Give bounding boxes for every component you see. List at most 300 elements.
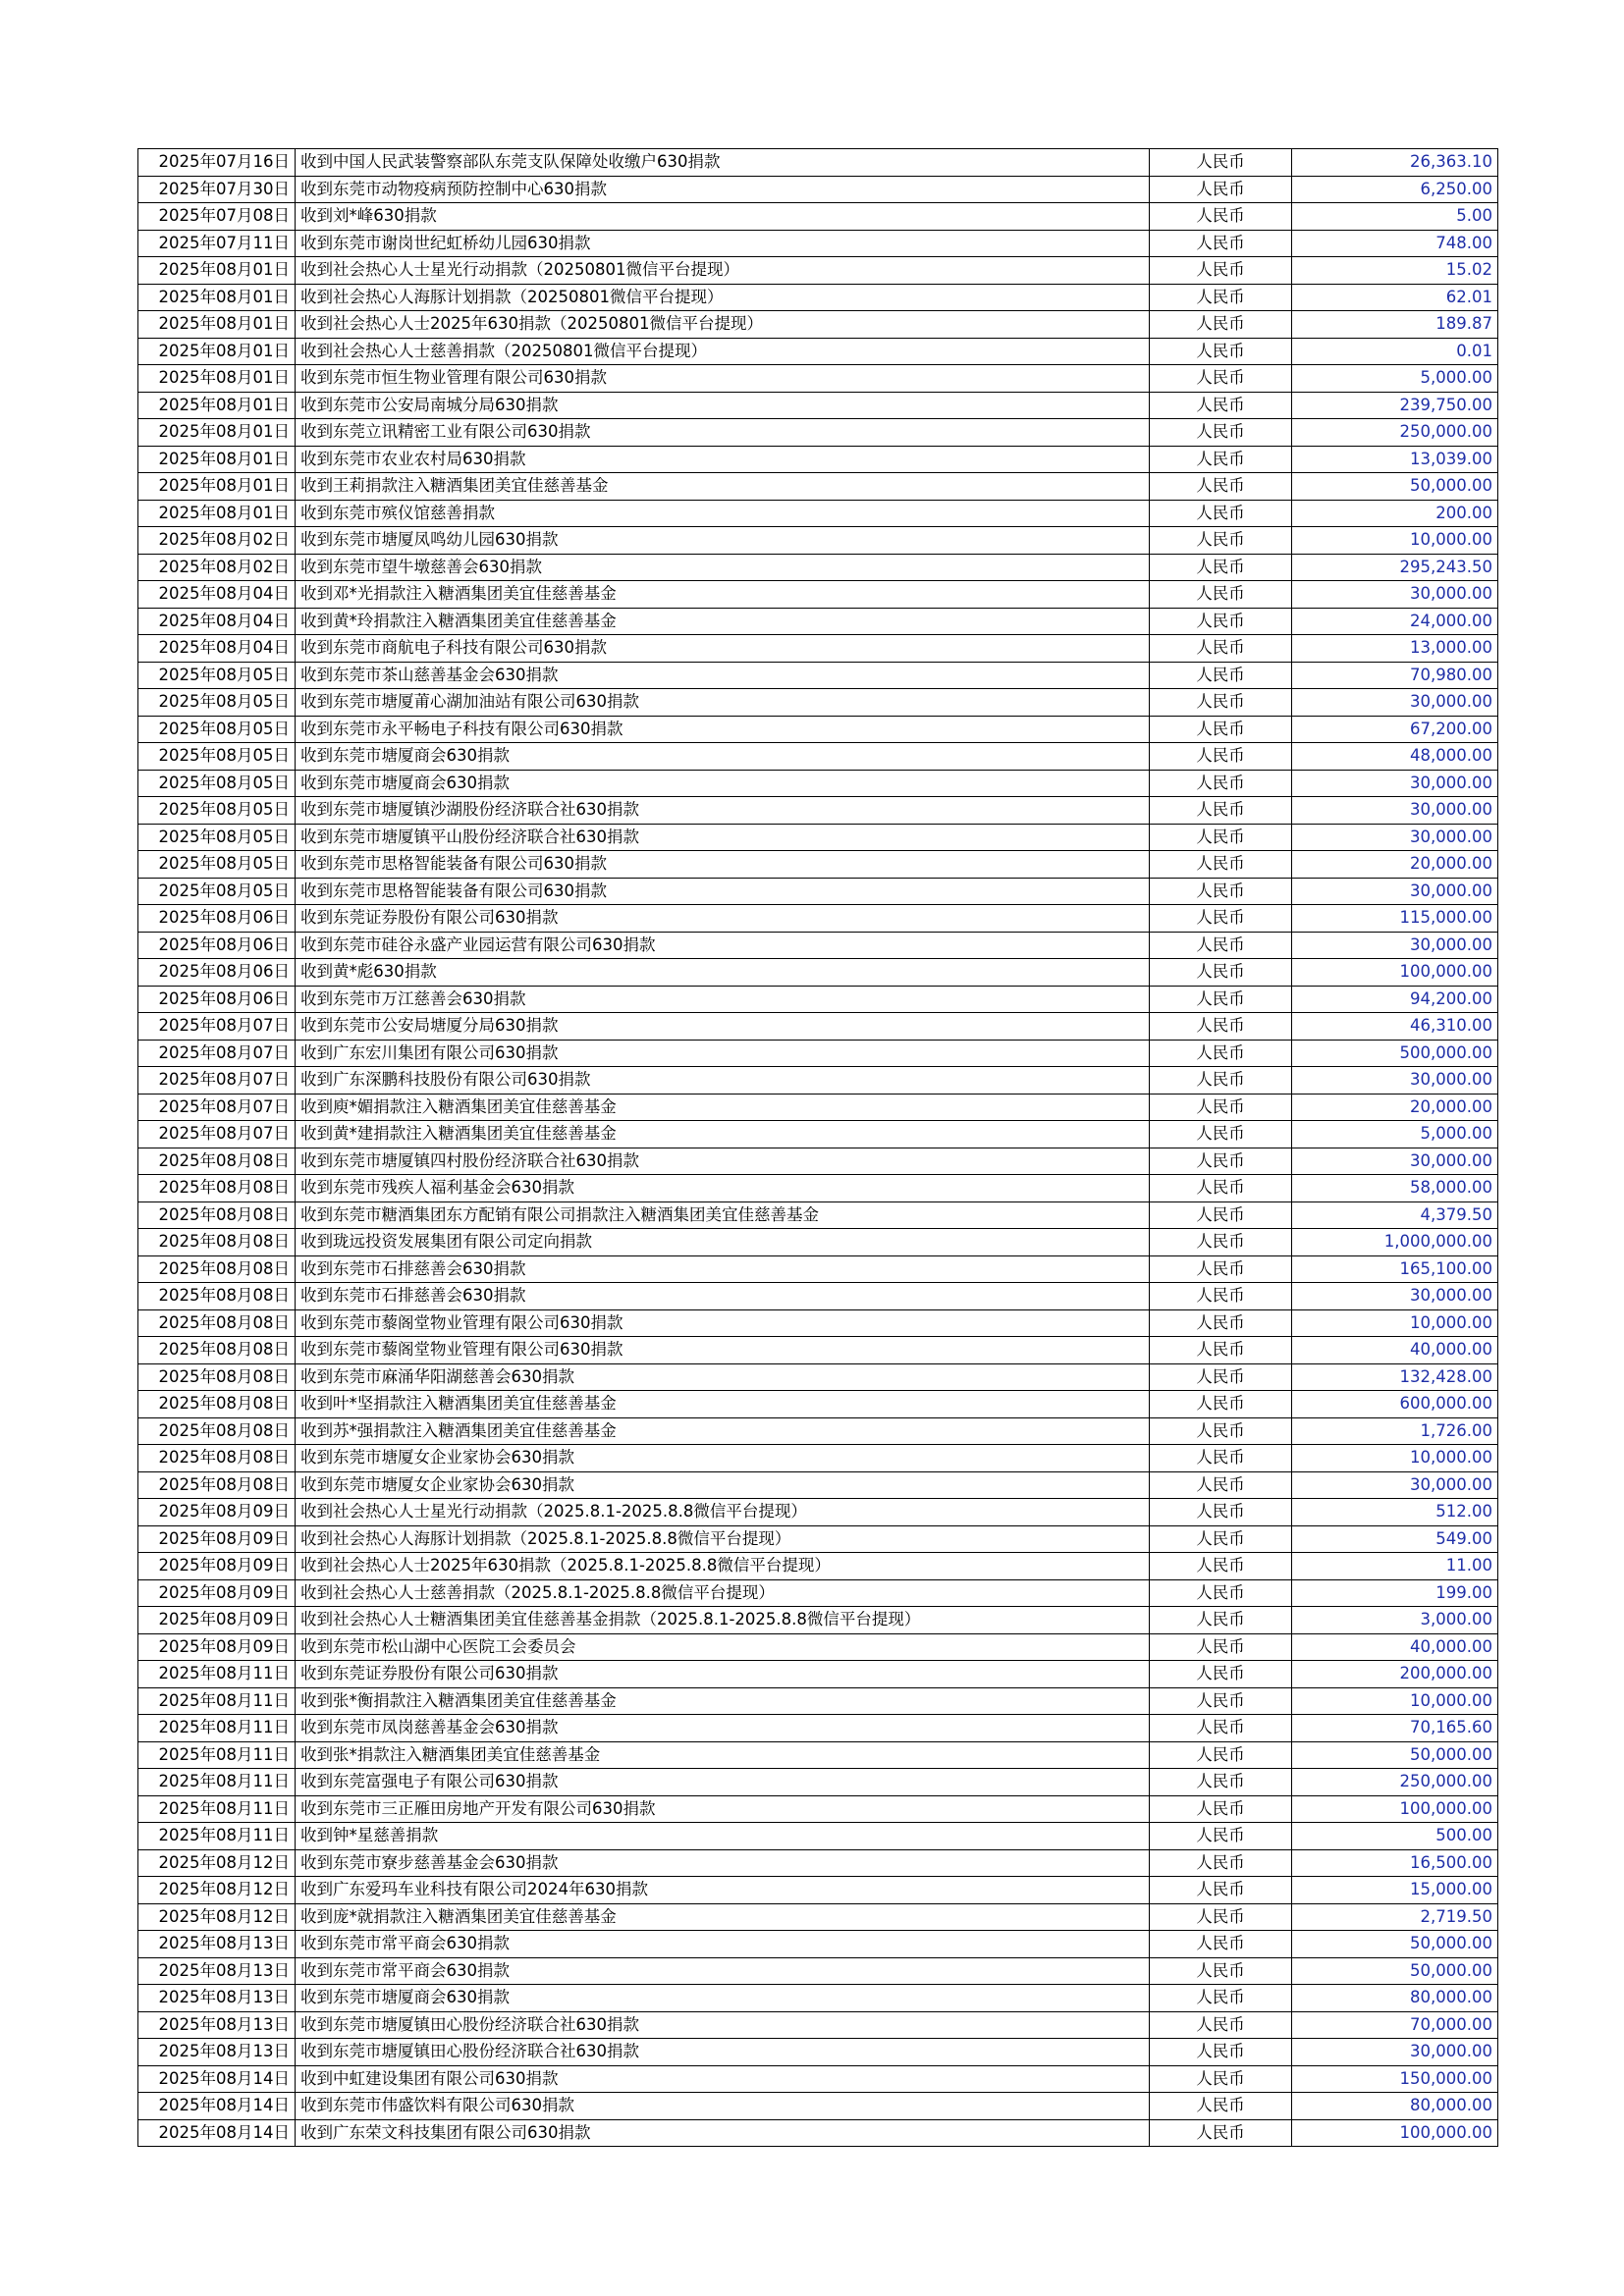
table-row bbox=[138, 2039, 1498, 2066]
table-row bbox=[138, 1931, 1498, 1958]
amount-cell: 1,000,000.00 bbox=[1292, 1229, 1498, 1256]
description-cell: 收到东莞市农业农村局630捐款 bbox=[296, 446, 1150, 473]
date-cell: 2025年08月08日 bbox=[138, 1283, 296, 1310]
currency-cell: 人民币 bbox=[1150, 1309, 1292, 1337]
description-cell: 收到庞*就捐款注入糖酒集团美宜佳慈善基金 bbox=[296, 1903, 1150, 1931]
table-row bbox=[138, 986, 1498, 1013]
date-cell: 2025年08月06日 bbox=[138, 905, 296, 933]
currency-cell: 人民币 bbox=[1150, 230, 1292, 257]
amount-cell: 67,200.00 bbox=[1292, 716, 1498, 743]
currency-cell: 人民币 bbox=[1150, 1094, 1292, 1121]
date-cell: 2025年08月08日 bbox=[138, 1391, 296, 1418]
description-cell: 收到张*捐款注入糖酒集团美宜佳慈善基金 bbox=[296, 1741, 1150, 1769]
description-cell: 收到东莞市松山湖中心医院工会委员会 bbox=[296, 1633, 1150, 1661]
description-cell: 收到黄*彪630捐款 bbox=[296, 959, 1150, 987]
table-row bbox=[138, 1877, 1498, 1904]
date-cell: 2025年08月08日 bbox=[138, 1229, 296, 1256]
table-row bbox=[138, 905, 1498, 933]
amount-cell: 250,000.00 bbox=[1292, 1769, 1498, 1796]
table-row bbox=[138, 1175, 1498, 1202]
table-row bbox=[138, 1849, 1498, 1877]
currency-cell: 人民币 bbox=[1150, 1067, 1292, 1095]
currency-cell: 人民币 bbox=[1150, 527, 1292, 555]
date-cell: 2025年07月16日 bbox=[138, 149, 296, 177]
date-cell: 2025年08月01日 bbox=[138, 338, 296, 365]
table-row bbox=[138, 743, 1498, 771]
table-row bbox=[138, 257, 1498, 285]
table-row bbox=[138, 446, 1498, 473]
table-row bbox=[138, 203, 1498, 231]
description-cell: 收到东莞市石排慈善会630捐款 bbox=[296, 1255, 1150, 1283]
currency-cell: 人民币 bbox=[1150, 1229, 1292, 1256]
date-cell: 2025年08月01日 bbox=[138, 284, 296, 311]
amount-cell: 5,000.00 bbox=[1292, 1121, 1498, 1148]
amount-cell: 295,243.50 bbox=[1292, 554, 1498, 581]
currency-cell: 人民币 bbox=[1150, 959, 1292, 987]
date-cell: 2025年08月08日 bbox=[138, 1337, 296, 1364]
amount-cell: 24,000.00 bbox=[1292, 608, 1498, 635]
date-cell: 2025年08月01日 bbox=[138, 311, 296, 339]
date-cell: 2025年08月08日 bbox=[138, 1148, 296, 1175]
description-cell: 收到社会热心人士糖酒集团美宜佳慈善基金捐款（2025.8.1-2025.8.8微信平台提现） bbox=[296, 1607, 1150, 1634]
currency-cell: 人民币 bbox=[1150, 1553, 1292, 1580]
table-row bbox=[138, 878, 1498, 905]
currency-cell: 人民币 bbox=[1150, 1903, 1292, 1931]
description-cell: 收到社会热心人海豚计划捐款（2025.8.1-2025.8.8微信平台提现） bbox=[296, 1525, 1150, 1553]
amount-cell: 512.00 bbox=[1292, 1499, 1498, 1526]
description-cell: 收到东莞市塘厦莆心湖加油站有限公司630捐款 bbox=[296, 689, 1150, 717]
date-cell: 2025年07月30日 bbox=[138, 176, 296, 203]
amount-cell: 11.00 bbox=[1292, 1553, 1498, 1580]
currency-cell: 人民币 bbox=[1150, 1579, 1292, 1607]
description-cell: 收到东莞市动物疫病预防控制中心630捐款 bbox=[296, 176, 1150, 203]
date-cell: 2025年08月13日 bbox=[138, 1985, 296, 2012]
description-cell: 收到东莞市凤岗慈善基金会630捐款 bbox=[296, 1715, 1150, 1742]
table-row bbox=[138, 1094, 1498, 1121]
description-cell: 收到东莞市望牛墩慈善会630捐款 bbox=[296, 554, 1150, 581]
date-cell: 2025年08月09日 bbox=[138, 1553, 296, 1580]
description-cell: 收到东莞市塘厦镇平山股份经济联合社630捐款 bbox=[296, 824, 1150, 851]
currency-cell: 人民币 bbox=[1150, 1040, 1292, 1067]
currency-cell: 人民币 bbox=[1150, 1849, 1292, 1877]
description-cell: 收到东莞市万江慈善会630捐款 bbox=[296, 986, 1150, 1013]
currency-cell: 人民币 bbox=[1150, 203, 1292, 231]
description-cell: 收到东莞市思格智能装备有限公司630捐款 bbox=[296, 851, 1150, 879]
currency-cell: 人民币 bbox=[1150, 1013, 1292, 1041]
date-cell: 2025年07月08日 bbox=[138, 203, 296, 231]
currency-cell: 人民币 bbox=[1150, 1957, 1292, 1985]
amount-cell: 16,500.00 bbox=[1292, 1849, 1498, 1877]
table-row bbox=[138, 1363, 1498, 1391]
table-row bbox=[138, 1525, 1498, 1553]
currency-cell: 人民币 bbox=[1150, 2039, 1292, 2066]
table-row bbox=[138, 338, 1498, 365]
currency-cell: 人民币 bbox=[1150, 2011, 1292, 2039]
table-row bbox=[138, 1687, 1498, 1715]
description-cell: 收到东莞证券股份有限公司630捐款 bbox=[296, 1661, 1150, 1688]
description-cell: 收到东莞市塘厦商会630捐款 bbox=[296, 743, 1150, 771]
amount-cell: 100,000.00 bbox=[1292, 1795, 1498, 1823]
date-cell: 2025年08月05日 bbox=[138, 662, 296, 689]
currency-cell: 人民币 bbox=[1150, 149, 1292, 177]
date-cell: 2025年08月06日 bbox=[138, 932, 296, 959]
amount-cell: 70,980.00 bbox=[1292, 662, 1498, 689]
date-cell: 2025年08月05日 bbox=[138, 770, 296, 797]
table-row bbox=[138, 1579, 1498, 1607]
description-cell: 收到刘*峰630捐款 bbox=[296, 203, 1150, 231]
description-cell: 收到东莞市殡仪馆慈善捐款 bbox=[296, 500, 1150, 527]
amount-cell: 165,100.00 bbox=[1292, 1255, 1498, 1283]
date-cell: 2025年08月05日 bbox=[138, 797, 296, 825]
table-row bbox=[138, 284, 1498, 311]
amount-cell: 748.00 bbox=[1292, 230, 1498, 257]
table-row bbox=[138, 1148, 1498, 1175]
currency-cell: 人民币 bbox=[1150, 2119, 1292, 2147]
currency-cell: 人民币 bbox=[1150, 1823, 1292, 1850]
currency-cell: 人民币 bbox=[1150, 1175, 1292, 1202]
date-cell: 2025年08月05日 bbox=[138, 878, 296, 905]
currency-cell: 人民币 bbox=[1150, 2093, 1292, 2120]
table-row bbox=[138, 1255, 1498, 1283]
description-cell: 收到东莞市藜阁堂物业管理有限公司630捐款 bbox=[296, 1309, 1150, 1337]
amount-cell: 10,000.00 bbox=[1292, 1445, 1498, 1472]
currency-cell: 人民币 bbox=[1150, 797, 1292, 825]
currency-cell: 人民币 bbox=[1150, 1201, 1292, 1229]
amount-cell: 30,000.00 bbox=[1292, 689, 1498, 717]
amount-cell: 30,000.00 bbox=[1292, 878, 1498, 905]
date-cell: 2025年08月05日 bbox=[138, 716, 296, 743]
description-cell: 收到庾*媚捐款注入糖酒集团美宜佳慈善基金 bbox=[296, 1094, 1150, 1121]
currency-cell: 人民币 bbox=[1150, 1255, 1292, 1283]
table-row bbox=[138, 1040, 1498, 1067]
currency-cell: 人民币 bbox=[1150, 2065, 1292, 2093]
amount-cell: 100,000.00 bbox=[1292, 2119, 1498, 2147]
description-cell: 收到东莞市藜阁堂物业管理有限公司630捐款 bbox=[296, 1337, 1150, 1364]
amount-cell: 40,000.00 bbox=[1292, 1337, 1498, 1364]
amount-cell: 30,000.00 bbox=[1292, 797, 1498, 825]
table-row bbox=[138, 1499, 1498, 1526]
date-cell: 2025年08月01日 bbox=[138, 392, 296, 419]
date-cell: 2025年08月07日 bbox=[138, 1040, 296, 1067]
amount-cell: 500.00 bbox=[1292, 1823, 1498, 1850]
description-cell: 收到钟*星慈善捐款 bbox=[296, 1823, 1150, 1850]
currency-cell: 人民币 bbox=[1150, 1795, 1292, 1823]
date-cell: 2025年08月05日 bbox=[138, 743, 296, 771]
currency-cell: 人民币 bbox=[1150, 1931, 1292, 1958]
date-cell: 2025年08月09日 bbox=[138, 1499, 296, 1526]
description-cell: 收到广东深鹏科技股份有限公司630捐款 bbox=[296, 1067, 1150, 1095]
table-row bbox=[138, 1471, 1498, 1499]
table-row bbox=[138, 500, 1498, 527]
currency-cell: 人民币 bbox=[1150, 608, 1292, 635]
description-cell: 收到黄*玲捐款注入糖酒集团美宜佳慈善基金 bbox=[296, 608, 1150, 635]
currency-cell: 人民币 bbox=[1150, 1417, 1292, 1445]
currency-cell: 人民币 bbox=[1150, 311, 1292, 339]
amount-cell: 6,250.00 bbox=[1292, 176, 1498, 203]
table-row bbox=[138, 770, 1498, 797]
table-row bbox=[138, 581, 1498, 609]
currency-cell: 人民币 bbox=[1150, 689, 1292, 717]
currency-cell: 人民币 bbox=[1150, 257, 1292, 285]
currency-cell: 人民币 bbox=[1150, 905, 1292, 933]
table-row bbox=[138, 1823, 1498, 1850]
amount-cell: 50,000.00 bbox=[1292, 473, 1498, 501]
currency-cell: 人民币 bbox=[1150, 1525, 1292, 1553]
date-cell: 2025年08月13日 bbox=[138, 1957, 296, 1985]
table-row bbox=[138, 311, 1498, 339]
description-cell: 收到张*衡捐款注入糖酒集团美宜佳慈善基金 bbox=[296, 1687, 1150, 1715]
table-row bbox=[138, 1553, 1498, 1580]
description-cell: 收到东莞市思格智能装备有限公司630捐款 bbox=[296, 878, 1150, 905]
currency-cell: 人民币 bbox=[1150, 284, 1292, 311]
date-cell: 2025年08月09日 bbox=[138, 1525, 296, 1553]
table-row bbox=[138, 473, 1498, 501]
date-cell: 2025年08月08日 bbox=[138, 1309, 296, 1337]
amount-cell: 30,000.00 bbox=[1292, 2039, 1498, 2066]
amount-cell: 0.01 bbox=[1292, 338, 1498, 365]
amount-cell: 30,000.00 bbox=[1292, 581, 1498, 609]
description-cell: 收到珑远投资发展集团有限公司定向捐款 bbox=[296, 1229, 1150, 1256]
currency-cell: 人民币 bbox=[1150, 1741, 1292, 1769]
amount-cell: 30,000.00 bbox=[1292, 932, 1498, 959]
currency-cell: 人民币 bbox=[1150, 1121, 1292, 1148]
table-row bbox=[138, 149, 1498, 177]
date-cell: 2025年08月11日 bbox=[138, 1795, 296, 1823]
table-row bbox=[138, 851, 1498, 879]
date-cell: 2025年08月11日 bbox=[138, 1715, 296, 1742]
description-cell: 收到东莞市寮步慈善基金会630捐款 bbox=[296, 1849, 1150, 1877]
date-cell: 2025年08月01日 bbox=[138, 473, 296, 501]
date-cell: 2025年08月05日 bbox=[138, 824, 296, 851]
table-row bbox=[138, 662, 1498, 689]
description-cell: 收到东莞市商航电子科技有限公司630捐款 bbox=[296, 635, 1150, 663]
date-cell: 2025年08月08日 bbox=[138, 1417, 296, 1445]
currency-cell: 人民币 bbox=[1150, 1877, 1292, 1904]
table-row bbox=[138, 2011, 1498, 2039]
description-cell: 收到东莞市硅谷永盛产业园运营有限公司630捐款 bbox=[296, 932, 1150, 959]
currency-cell: 人民币 bbox=[1150, 932, 1292, 959]
amount-cell: 70,000.00 bbox=[1292, 2011, 1498, 2039]
date-cell: 2025年08月11日 bbox=[138, 1823, 296, 1850]
description-cell: 收到东莞市三正雁田房地产开发有限公司630捐款 bbox=[296, 1795, 1150, 1823]
amount-cell: 3,000.00 bbox=[1292, 1607, 1498, 1634]
description-cell: 收到东莞市公安局南城分局630捐款 bbox=[296, 392, 1150, 419]
amount-cell: 80,000.00 bbox=[1292, 1985, 1498, 2012]
currency-cell: 人民币 bbox=[1150, 446, 1292, 473]
table-row bbox=[138, 1445, 1498, 1472]
table-row bbox=[138, 419, 1498, 447]
description-cell: 收到东莞市谢岗世纪虹桥幼儿园630捐款 bbox=[296, 230, 1150, 257]
amount-cell: 48,000.00 bbox=[1292, 743, 1498, 771]
date-cell: 2025年08月13日 bbox=[138, 2011, 296, 2039]
date-cell: 2025年08月14日 bbox=[138, 2119, 296, 2147]
table-row bbox=[138, 1121, 1498, 1148]
currency-cell: 人民币 bbox=[1150, 1607, 1292, 1634]
date-cell: 2025年08月01日 bbox=[138, 365, 296, 393]
date-cell: 2025年08月11日 bbox=[138, 1741, 296, 1769]
date-cell: 2025年08月08日 bbox=[138, 1363, 296, 1391]
description-cell: 收到东莞市塘厦镇沙湖股份经济联合社630捐款 bbox=[296, 797, 1150, 825]
date-cell: 2025年08月07日 bbox=[138, 1067, 296, 1095]
table-row bbox=[138, 176, 1498, 203]
amount-cell: 15.02 bbox=[1292, 257, 1498, 285]
table-row bbox=[138, 1309, 1498, 1337]
currency-cell: 人民币 bbox=[1150, 1985, 1292, 2012]
description-cell: 收到东莞立讯精密工业有限公司630捐款 bbox=[296, 419, 1150, 447]
amount-cell: 239,750.00 bbox=[1292, 392, 1498, 419]
amount-cell: 10,000.00 bbox=[1292, 1309, 1498, 1337]
currency-cell: 人民币 bbox=[1150, 419, 1292, 447]
amount-cell: 70,165.60 bbox=[1292, 1715, 1498, 1742]
date-cell: 2025年08月06日 bbox=[138, 986, 296, 1013]
amount-cell: 4,379.50 bbox=[1292, 1201, 1498, 1229]
ledger-body bbox=[138, 149, 1498, 2147]
table-row bbox=[138, 1633, 1498, 1661]
description-cell: 收到东莞市塘厦女企业家协会630捐款 bbox=[296, 1445, 1150, 1472]
table-row bbox=[138, 1661, 1498, 1688]
table-row bbox=[138, 1715, 1498, 1742]
amount-cell: 46,310.00 bbox=[1292, 1013, 1498, 1041]
date-cell: 2025年08月12日 bbox=[138, 1849, 296, 1877]
amount-cell: 13,039.00 bbox=[1292, 446, 1498, 473]
description-cell: 收到东莞市塘厦凤鸣幼儿园630捐款 bbox=[296, 527, 1150, 555]
date-cell: 2025年08月04日 bbox=[138, 608, 296, 635]
currency-cell: 人民币 bbox=[1150, 581, 1292, 609]
table-row bbox=[138, 635, 1498, 663]
table-row bbox=[138, 2119, 1498, 2147]
description-cell: 收到东莞市塘厦镇四村股份经济联合社630捐款 bbox=[296, 1148, 1150, 1175]
description-cell: 收到社会热心人海豚计划捐款（20250801微信平台提现） bbox=[296, 284, 1150, 311]
table-row bbox=[138, 392, 1498, 419]
amount-cell: 132,428.00 bbox=[1292, 1363, 1498, 1391]
table-row bbox=[138, 1741, 1498, 1769]
description-cell: 收到东莞市公安局塘厦分局630捐款 bbox=[296, 1013, 1150, 1041]
currency-cell: 人民币 bbox=[1150, 1283, 1292, 1310]
date-cell: 2025年08月02日 bbox=[138, 554, 296, 581]
currency-cell: 人民币 bbox=[1150, 635, 1292, 663]
description-cell: 收到东莞市常平商会630捐款 bbox=[296, 1931, 1150, 1958]
currency-cell: 人民币 bbox=[1150, 1337, 1292, 1364]
table-row bbox=[138, 608, 1498, 635]
table-row bbox=[138, 2065, 1498, 2093]
currency-cell: 人民币 bbox=[1150, 1769, 1292, 1796]
description-cell: 收到东莞市塘厦女企业家协会630捐款 bbox=[296, 1471, 1150, 1499]
amount-cell: 200,000.00 bbox=[1292, 1661, 1498, 1688]
date-cell: 2025年08月13日 bbox=[138, 2039, 296, 2066]
amount-cell: 30,000.00 bbox=[1292, 1148, 1498, 1175]
currency-cell: 人民币 bbox=[1150, 338, 1292, 365]
date-cell: 2025年08月07日 bbox=[138, 1121, 296, 1148]
description-cell: 收到社会热心人士2025年630捐款（2025.8.1-2025.8.8微信平台提现） bbox=[296, 1553, 1150, 1580]
currency-cell: 人民币 bbox=[1150, 1445, 1292, 1472]
currency-cell: 人民币 bbox=[1150, 1661, 1292, 1688]
amount-cell: 2,719.50 bbox=[1292, 1903, 1498, 1931]
description-cell: 收到东莞市塘厦镇田心股份经济联合社630捐款 bbox=[296, 2039, 1150, 2066]
amount-cell: 50,000.00 bbox=[1292, 1957, 1498, 1985]
table-row bbox=[138, 1391, 1498, 1418]
description-cell: 收到东莞市常平商会630捐款 bbox=[296, 1957, 1150, 1985]
description-cell: 收到东莞市塘厦镇田心股份经济联合社630捐款 bbox=[296, 2011, 1150, 2039]
table-row bbox=[138, 1229, 1498, 1256]
date-cell: 2025年08月11日 bbox=[138, 1769, 296, 1796]
currency-cell: 人民币 bbox=[1150, 365, 1292, 393]
date-cell: 2025年08月08日 bbox=[138, 1445, 296, 1472]
description-cell: 收到王莉捐款注入糖酒集团美宜佳慈善基金 bbox=[296, 473, 1150, 501]
amount-cell: 150,000.00 bbox=[1292, 2065, 1498, 2093]
currency-cell: 人民币 bbox=[1150, 824, 1292, 851]
table-row bbox=[138, 2093, 1498, 2120]
currency-cell: 人民币 bbox=[1150, 878, 1292, 905]
description-cell: 收到社会热心人士星光行动捐款（2025.8.1-2025.8.8微信平台提现） bbox=[296, 1499, 1150, 1526]
description-cell: 收到黄*建捐款注入糖酒集团美宜佳慈善基金 bbox=[296, 1121, 1150, 1148]
date-cell: 2025年08月08日 bbox=[138, 1175, 296, 1202]
amount-cell: 5.00 bbox=[1292, 203, 1498, 231]
description-cell: 收到广东宏川集团有限公司630捐款 bbox=[296, 1040, 1150, 1067]
date-cell: 2025年08月13日 bbox=[138, 1931, 296, 1958]
currency-cell: 人民币 bbox=[1150, 851, 1292, 879]
table-row bbox=[138, 689, 1498, 717]
date-cell: 2025年08月01日 bbox=[138, 446, 296, 473]
description-cell: 收到东莞市塘厦商会630捐款 bbox=[296, 770, 1150, 797]
amount-cell: 50,000.00 bbox=[1292, 1741, 1498, 1769]
date-cell: 2025年08月07日 bbox=[138, 1094, 296, 1121]
table-row bbox=[138, 1903, 1498, 1931]
table-row bbox=[138, 1013, 1498, 1041]
amount-cell: 58,000.00 bbox=[1292, 1175, 1498, 1202]
date-cell: 2025年08月14日 bbox=[138, 2093, 296, 2120]
table-row bbox=[138, 1985, 1498, 2012]
currency-cell: 人民币 bbox=[1150, 986, 1292, 1013]
table-row bbox=[138, 1337, 1498, 1364]
date-cell: 2025年08月14日 bbox=[138, 2065, 296, 2093]
currency-cell: 人民币 bbox=[1150, 716, 1292, 743]
date-cell: 2025年08月02日 bbox=[138, 527, 296, 555]
description-cell: 收到中国人民武装警察部队东莞支队保障处收缴户630捐款 bbox=[296, 149, 1150, 177]
amount-cell: 15,000.00 bbox=[1292, 1877, 1498, 1904]
date-cell: 2025年08月05日 bbox=[138, 851, 296, 879]
donation-ledger-table bbox=[137, 148, 1498, 2147]
date-cell: 2025年08月09日 bbox=[138, 1579, 296, 1607]
table-row bbox=[138, 365, 1498, 393]
description-cell: 收到东莞富强电子有限公司630捐款 bbox=[296, 1769, 1150, 1796]
description-cell: 收到东莞证券股份有限公司630捐款 bbox=[296, 905, 1150, 933]
amount-cell: 500,000.00 bbox=[1292, 1040, 1498, 1067]
date-cell: 2025年08月08日 bbox=[138, 1255, 296, 1283]
date-cell: 2025年08月01日 bbox=[138, 419, 296, 447]
amount-cell: 30,000.00 bbox=[1292, 770, 1498, 797]
amount-cell: 250,000.00 bbox=[1292, 419, 1498, 447]
table-row bbox=[138, 1957, 1498, 1985]
table-row bbox=[138, 1795, 1498, 1823]
date-cell: 2025年08月07日 bbox=[138, 1013, 296, 1041]
amount-cell: 26,363.10 bbox=[1292, 149, 1498, 177]
table-row bbox=[138, 554, 1498, 581]
date-cell: 2025年08月12日 bbox=[138, 1877, 296, 1904]
description-cell: 收到社会热心人士慈善捐款（20250801微信平台提现） bbox=[296, 338, 1150, 365]
description-cell: 收到东莞市塘厦商会630捐款 bbox=[296, 1985, 1150, 2012]
table-row bbox=[138, 716, 1498, 743]
amount-cell: 30,000.00 bbox=[1292, 1067, 1498, 1095]
amount-cell: 20,000.00 bbox=[1292, 851, 1498, 879]
amount-cell: 600,000.00 bbox=[1292, 1391, 1498, 1418]
description-cell: 收到广东荣文科技集团有限公司630捐款 bbox=[296, 2119, 1150, 2147]
table-row bbox=[138, 1283, 1498, 1310]
description-cell: 收到邓*光捐款注入糖酒集团美宜佳慈善基金 bbox=[296, 581, 1150, 609]
table-row bbox=[138, 1201, 1498, 1229]
amount-cell: 10,000.00 bbox=[1292, 527, 1498, 555]
description-cell: 收到东莞市恒生物业管理有限公司630捐款 bbox=[296, 365, 1150, 393]
amount-cell: 115,000.00 bbox=[1292, 905, 1498, 933]
